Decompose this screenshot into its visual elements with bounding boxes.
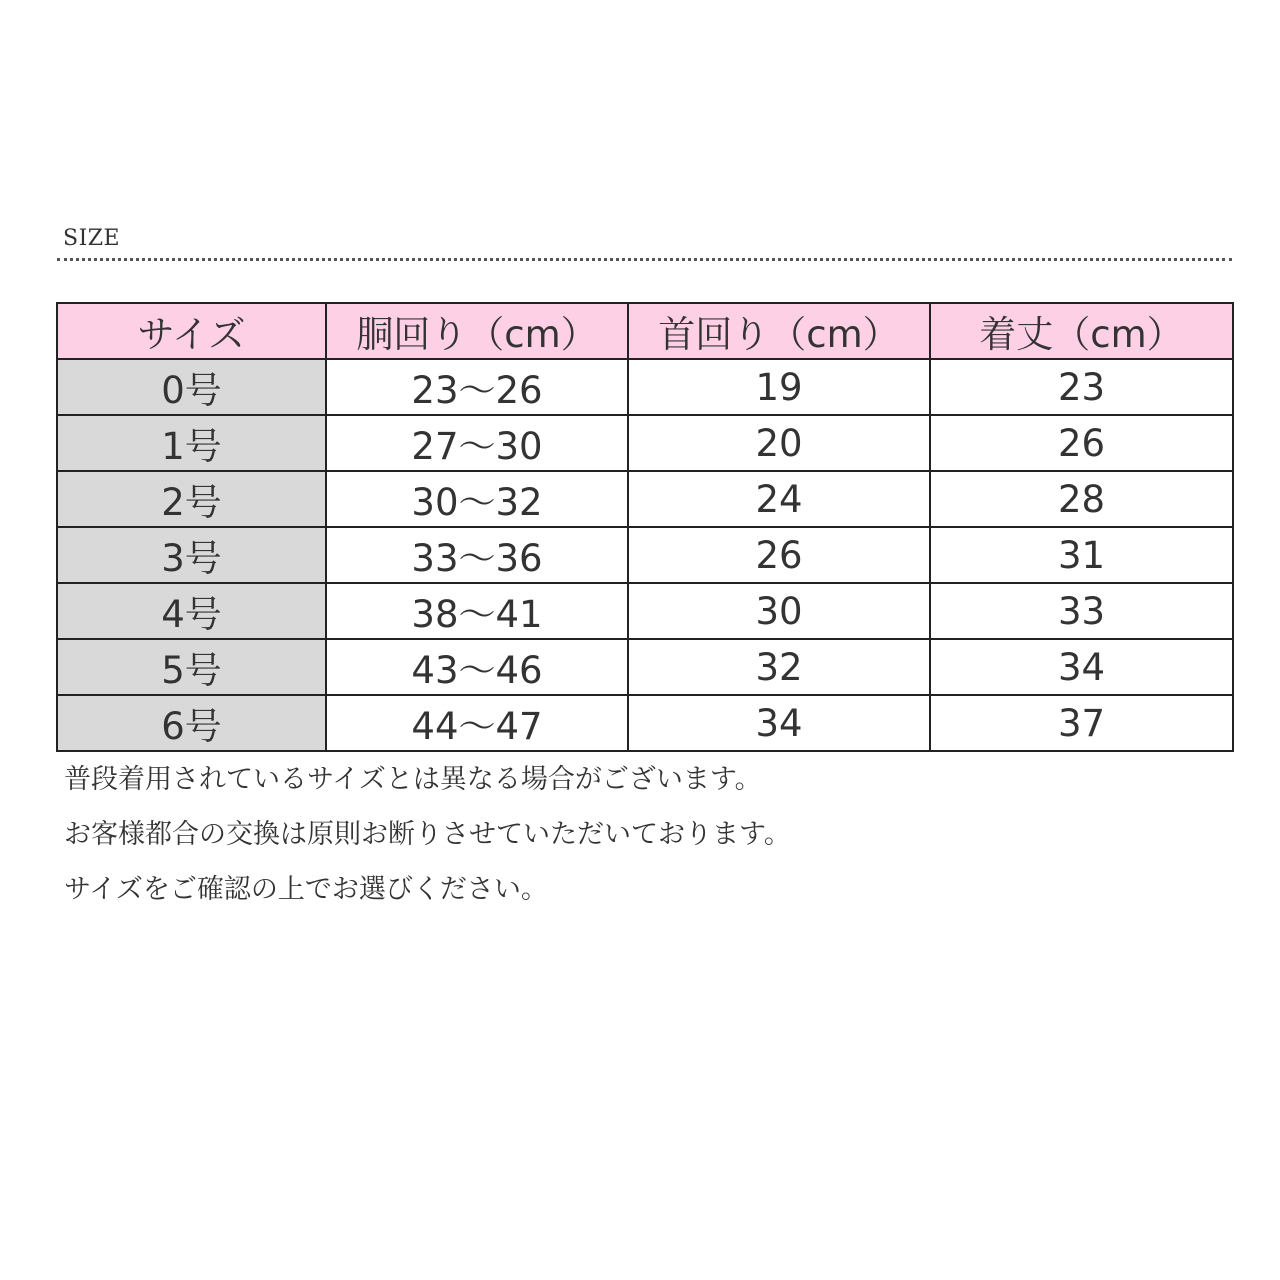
dotted-divider [57, 258, 1232, 261]
waist-value: 30～32 [326, 471, 628, 527]
note-line: お客様都合の交換は原則お断りさせていただいております。 [64, 819, 791, 850]
size-label: 1号 [57, 415, 326, 471]
length-value: 28 [930, 471, 1233, 527]
notes-block [64, 760, 791, 925]
neck-value: 30 [628, 583, 930, 639]
length-value: 31 [930, 527, 1233, 583]
note-line: 普段着用されているサイズとは異なる場合がございます。 [64, 764, 762, 795]
table-row [57, 695, 1233, 751]
waist-value: 33～36 [326, 527, 628, 583]
neck-value: 34 [628, 695, 930, 751]
size-label: 3号 [57, 527, 326, 583]
table-row [57, 639, 1233, 695]
waist-value: 44～47 [326, 695, 628, 751]
length-value: 34 [930, 639, 1233, 695]
neck-value: 32 [628, 639, 930, 695]
neck-value: 20 [628, 415, 930, 471]
table-row [57, 415, 1233, 471]
neck-value: 19 [628, 359, 930, 415]
header-size: サイズ [57, 303, 326, 359]
header-neck: 首回り（cm） [628, 303, 930, 359]
size-label: 2号 [57, 471, 326, 527]
size-label: 4号 [57, 583, 326, 639]
header-waist: 胴回り（cm） [326, 303, 628, 359]
header-length: 着丈（cm） [930, 303, 1233, 359]
length-value: 37 [930, 695, 1233, 751]
waist-value: 38～41 [326, 583, 628, 639]
size-heading: SIZE [63, 226, 121, 251]
note-line: サイズをご確認の上でお選びください。 [64, 874, 548, 905]
neck-value: 26 [628, 527, 930, 583]
length-value: 23 [930, 359, 1233, 415]
table-row [57, 471, 1233, 527]
length-value: 33 [930, 583, 1233, 639]
table-row [57, 359, 1233, 415]
length-value: 26 [930, 415, 1233, 471]
size-chart-table [56, 302, 1234, 752]
size-label: 5号 [57, 639, 326, 695]
table-row [57, 583, 1233, 639]
table-row [57, 527, 1233, 583]
size-label: 0号 [57, 359, 326, 415]
neck-value: 24 [628, 471, 930, 527]
waist-value: 27～30 [326, 415, 628, 471]
waist-value: 23～26 [326, 359, 628, 415]
table-header-row [57, 303, 1233, 359]
size-label: 6号 [57, 695, 326, 751]
waist-value: 43～46 [326, 639, 628, 695]
